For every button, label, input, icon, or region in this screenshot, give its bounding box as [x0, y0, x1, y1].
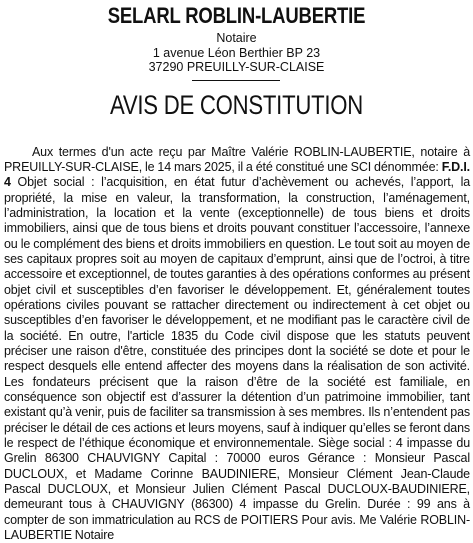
- firm-name: SELARL ROBLIN-LAUBERTIE: [38, 3, 435, 29]
- firm-address: [0, 31, 473, 75]
- notice-title: AVIS DE CONSTITUTION: [43, 89, 431, 121]
- company-name: F.D.I. 4: [4, 160, 470, 189]
- address-line-city: 37290 PREUILLY-SUR-CLAISE: [0, 60, 473, 75]
- address-line-street: 1 avenue Léon Berthier BP 23: [0, 46, 473, 61]
- notice-body-text: Objet social : l’acquisition, en état futur d’achèvement ou achevés, l’apport, la propriété, la mise en valeur, la transformation, la construction, l’aménagement, l’administration, la location et la vente (exceptionnelle) de tous biens et droits immobiliers, ainsi que de tous biens et droits pouvant constituer l’accessoire, l’annexe ou le complément des biens et droits immobiliers en question. Le tout soit au moyen de ses capitaux propres soit au moyen de capitaux d’emprunt, ainsi que de l’octroi, à titre accessoire et exceptionnel, de toutes garanties à des opérations conformes au présent objet civil et susceptibles d’en favoriser le développement. Et, généralement toutes opérations civiles pouvant se rattacher directement ou indirectement à cet objet ou susceptibles d’en favoriser le développement, et ne modifiant pas le caractère civil de la société. En outre, l'article 1835 du Code civil dispose que les statuts peuvent préciser une raison d'être, constituée des principes dont la société se dote et pour le respect desquels elle entend affecter des moyens dans la réalisation de son activité. Les fondateurs précisent que la raison d’être de la société est familiale, en conséquence son objectif est d’assurer la détention d’un patrimoine immobilier, tant existant qu’à venir, puis de faciliter sa transmission à ses membres. Ils n’entendent pas préciser le détail de ces actions et leurs moyens, sauf à indiquer qu’elles se feront dans le respect de l’éthique économique et environnementale. Siège social : 4 impasse du Grelin 86300 CHAUVIGNY Capital : 70000 euros Gérance : Monsieur Pascal DUCLOUX, et Madame Corinne BAUDINIERE, Monsieur Clément Jean-Claude Pascal DUCLOUX, et Monsieur Julien Clément Pascal DUCLOUX-BAUDINIERE, demeurant tous à CHAUVIGNY (86300) 4 impasse du Grelin. Durée : 99 ans à compter de son immatriculation au RCS de POITIERS Pour avis. Me Valérie ROBLIN-LAUBERTIE Notaire: [4, 175, 470, 542]
- separator-rule: [192, 80, 280, 81]
- address-line-role: Notaire: [0, 31, 473, 46]
- notice-body: [4, 145, 470, 543]
- notice-intro: Aux termes d'un acte reçu par Maître Valérie ROBLIN-LAUBERTIE, notaire à PREUILLY-SUR-CLAISE, le 14 mars 2025, il a été constitué une SCI dénommée:: [4, 145, 470, 174]
